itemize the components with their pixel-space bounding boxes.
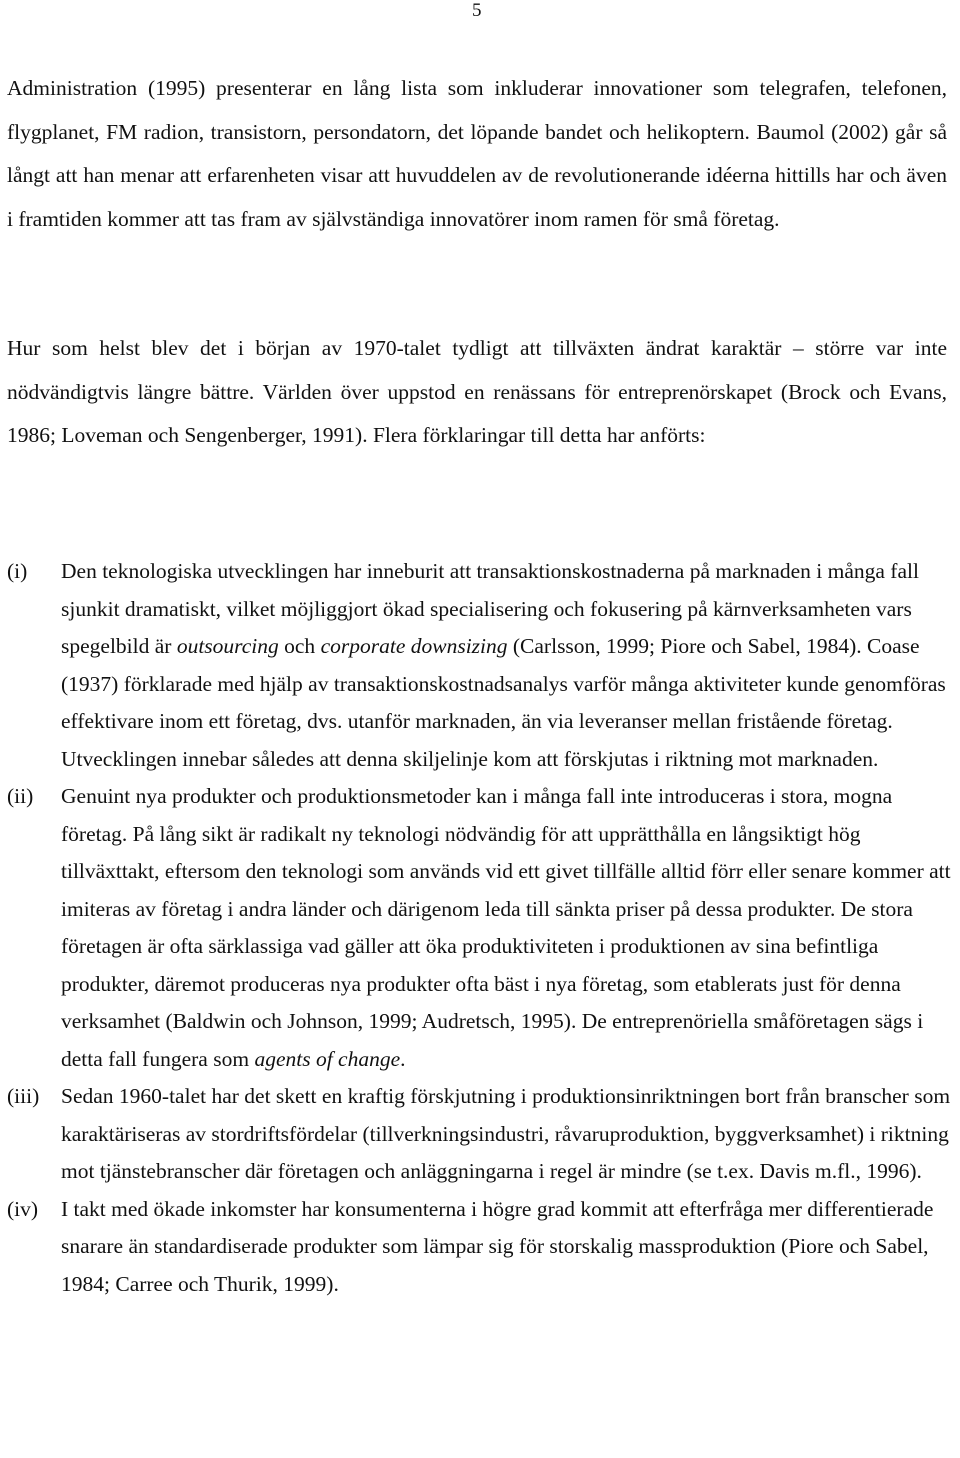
list-marker: (iii)	[7, 1084, 40, 1108]
list-item-text	[61, 1078, 956, 1191]
italic-term-outsourcing: outsourcing	[176, 634, 279, 658]
text-segment: I takt med ökade inkomster har konsumenterna i högre grad kommit att efterfråga mer differentierade snarare än standardiserade produkter som lämpar sig för storskalig massproduktion (Piore och Sabel, 1984; Carree och Thurik, 1999).	[61, 1196, 934, 1296]
text-segment: .	[400, 1046, 406, 1071]
list-item-text	[61, 1191, 956, 1304]
paragraph-growth-character: Hur som helst blev det i början av 1970-talet tydligt att tillväxten ändrat karaktär – större var inte nödvändigtvis längre bättre. Världen över uppstod en renässans för entreprenörskapet (Brock och Evans, 1986; Loveman och Sengenberger, 1991). Flera förklaringar till detta har anförts:	[7, 336, 947, 447]
italic-term-corporate-downsizing: corporate downsizing	[320, 634, 508, 658]
list-item-iv	[0, 1191, 960, 1304]
text-segment: Den teknologiska utvecklingen har inneburit att transaktionskostnaderna på marknaden i många fall sjunkit dramatiskt, vilket möjliggjort ökad specialisering och fokusering på kärnverksamheten vars spegelbild är	[61, 559, 919, 658]
list-item-i	[0, 553, 960, 778]
list-marker: (iv)	[7, 1196, 39, 1221]
list-marker: (i)	[7, 559, 28, 583]
explanation-list	[0, 553, 960, 1303]
text-segment: (Carlsson, 1999; Piore och Sabel, 1984). Coase (1937) förklarade med hjälp av transaktionskostnadsanalys varför många aktiviteter kunde genomföras effektivare inom ett företag, dvs. utanför marknaden, än via leveranser mellan fristående företag. Utvecklingen innebar således att denna skiljelinje kom att förskjutas i riktning mot marknaden.	[61, 634, 946, 771]
paragraph-innovators: Administration (1995) presenterar en lång lista som inkluderar innovationer som telegrafen, telefonen, flygplanet, FM radion, transistorn, persondatorn, det löpande bandet och helikoptern. Baumol (2002) går så långt att han menar att erfarenheten visar att huvuddelen av de revolutionerande idéerna hittills har och även i framtiden kommer att tas fram av självständiga innovatörer inom ramen för små företag.	[7, 76, 947, 231]
list-item-ii	[0, 778, 960, 1078]
list-marker: (ii)	[7, 784, 34, 808]
text-segment: Genuint nya produkter och produktionsmetoder kan i många fall inte introduceras i stora, mogna företag. På lång sikt är radikalt ny teknologi nödvändig för att upprätthålla en långsiktigt hög tillväxttakt, eftersom den teknologi som används vid ett givet tillfälle alltid förr eller senare kommer att imiteras av företag i andra länder och därigenom leda till sänkta priser på dessa produkter. De stora företagen är ofta särklassiga vad gäller att öka produktiviteten i produktionen av sina befintliga produkter, däremot produceras nya produkter ofta bäst i nya företag, som etablerats just för denna verksamhet (Baldwin och Johnson, 1999; Audretsch, 1995). De entreprenöriella småföretagen sägs i detta fall fungera som	[61, 784, 951, 1071]
list-item-text	[61, 553, 956, 778]
list-item-text	[61, 778, 956, 1078]
list-item-iii	[0, 1078, 960, 1191]
page-number: 5	[472, 0, 482, 21]
text-segment: Sedan 1960-talet har det skett en kraftig förskjutning i produktionsinriktningen bort från branscher som karaktäriseras av stordriftsfördelar (tillverkningsindustri, råvaruproduktion, byggverksamhet) i riktning mot tjänstebranscher där företagen och anläggningarna i regel är mindre (se t.ex. Davis m.fl., 1996).	[61, 1084, 951, 1183]
italic-term-agents-of-change: agents of change	[254, 1046, 401, 1071]
text-segment: och	[278, 634, 321, 658]
